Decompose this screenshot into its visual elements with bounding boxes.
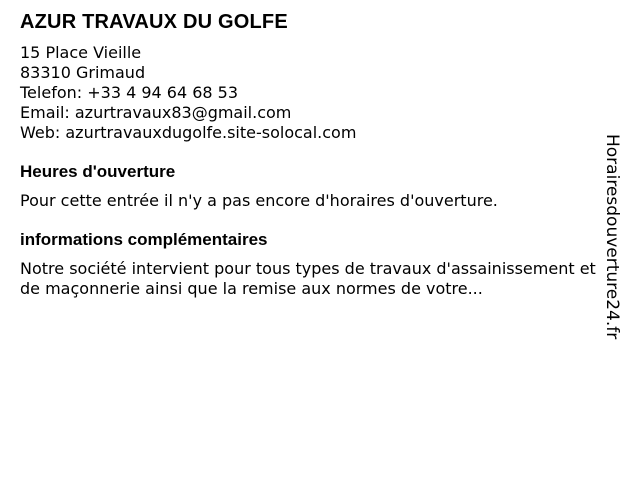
additional-info-text: Notre société intervient pour tous types de travaux d'assainissement et de maçonnerie ainsi que la remise aux normes de votre... — [20, 259, 596, 298]
business-card — [20, 10, 598, 299]
opening-hours-text: Pour cette entrée il n'y a pas encore d'horaires d'ouverture. — [20, 191, 498, 210]
email-address: Email: azurtravaux83@gmail.com — [20, 103, 292, 122]
city-postal: 83310 Grimaud — [20, 63, 146, 82]
opening-hours-heading: Heures d'ouverture — [20, 162, 176, 181]
contact-block — [20, 43, 598, 143]
additional-info-heading: informations complémentaires — [20, 230, 268, 249]
street-address: 15 Place Vieille — [20, 43, 142, 62]
site-watermark: Horairesdouverture24.fr — [602, 134, 622, 340]
website-address: Web: azurtravauxdugolfe.site-solocal.com — [20, 123, 357, 142]
phone-number: Telefon: +33 4 94 64 68 53 — [20, 83, 239, 102]
business-name: AZUR TRAVAUX DU GOLFE — [20, 11, 288, 33]
